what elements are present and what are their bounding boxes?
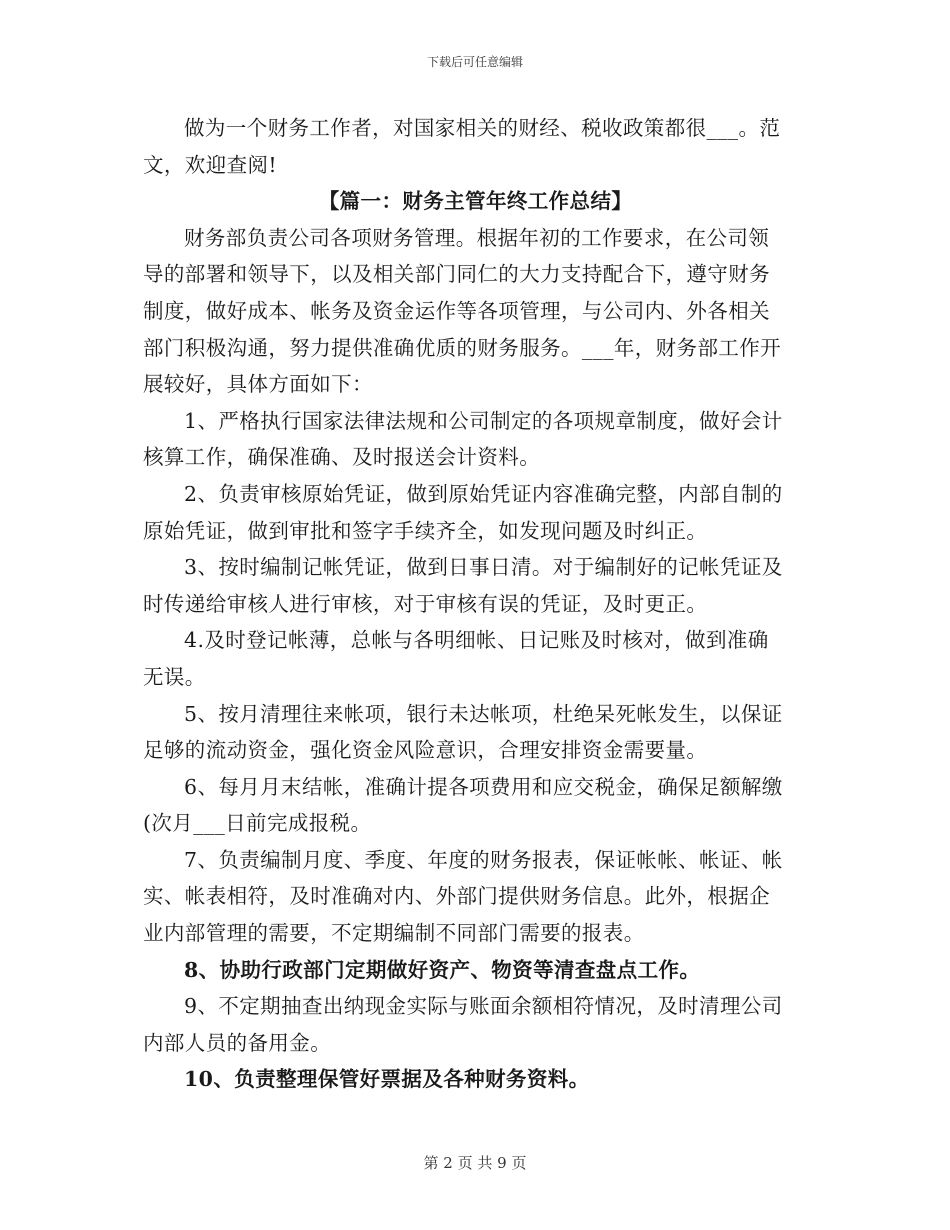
- paragraph-line: 财务部负责公司各项财务管理。根据年初的工作要求，在公司领: [184, 225, 770, 250]
- paragraph: [143, 696, 808, 769]
- paragraph: [143, 988, 808, 1061]
- paragraph-line: 1、严格执行国家法律法规和公司制定的各项规章制度，做好会计: [184, 408, 783, 433]
- paragraph-line: 展较好，具体方面如下：: [143, 372, 373, 397]
- paragraph-line: 实、帐表相符，及时准确对内、外部门提供财务信息。此外，根据企: [143, 884, 770, 909]
- paragraph-line: 8、协助行政部门定期做好资产、物资等清查盘点工作。: [184, 957, 701, 982]
- paragraph: [143, 842, 808, 952]
- paragraph-line: 业内部管理的需要，不定期编制不同部门需要的报表。: [143, 921, 645, 946]
- paragraph-line: 部门积极沟通，努力提供准确优质的财务服务。___年，财务部工作开: [143, 335, 782, 360]
- paragraph-line: 导的部署和领导下，以及相关部门同仁的大力支持配合下，遵守财务: [143, 262, 770, 287]
- paragraph: [143, 622, 808, 695]
- paragraph: [143, 769, 808, 842]
- paragraph: [143, 403, 808, 476]
- paragraph-line: 原始凭证，做到审批和签字手续齐全，如发现问题及时纠正。: [143, 518, 708, 543]
- paragraph: [143, 952, 808, 989]
- paragraph-line: 4.及时登记帐薄，总帐与各明细帐、日记账及时核对，做到准确: [184, 628, 769, 653]
- paragraph-line: 7、负责编制月度、季度、年度的财务报表，保证帐帐、帐证、帐: [184, 847, 783, 872]
- section-title: 【篇一：财务主管年终工作总结】: [318, 189, 633, 214]
- paragraph-line: 6、每月月末结帐，准确计提各项费用和应交税金，确保足额解缴: [184, 774, 783, 799]
- paragraph-line: 10、负责整理保管好票据及各种财务资料。: [184, 1067, 590, 1092]
- document-body: [143, 110, 808, 1098]
- paragraph-line: 时传递给审核人进行审核，对于审核有误的凭证，及时更正。: [143, 591, 708, 616]
- paragraph-line: (次月___日前完成报税。: [143, 811, 372, 836]
- paragraph: [143, 1061, 808, 1098]
- paragraph-line: 3、按时编制记帐凭证，做到日事日清。对于编制好的记帐凭证及: [184, 555, 783, 580]
- intro-line: 做为一个财务工作者，对国家相关的财经、税收政策都很___。范: [184, 116, 781, 140]
- paragraph-line: 9、不定期抽查出纳现金实际与账面余额相符情况，及时清理公司: [184, 994, 783, 1019]
- paragraph-line: 内部人员的备用金。: [143, 1030, 332, 1055]
- intro-paragraph: [143, 110, 808, 183]
- paragraph: [143, 220, 808, 403]
- page-header: 下载后可任意编辑: [426, 55, 523, 69]
- paragraph-line: 足够的流动资金，强化资金风险意识，合理安排资金需要量。: [143, 738, 708, 763]
- paragraph-line: 无误。: [143, 664, 206, 689]
- intro-line: 文，欢迎查阅!: [143, 152, 278, 177]
- paragraph-line: 2、负责审核原始凭证，做到原始凭证内容准确完整，内部自制的: [184, 481, 783, 506]
- paragraph-line: 5、按月清理往来帐项，银行未达帐项，杜绝呆死帐发生，以保证: [184, 701, 783, 726]
- paragraph-line: 核算工作，确保准确、及时报送会计资料。: [143, 445, 541, 470]
- paragraph: [143, 476, 808, 549]
- page-footer: 第 2 页 共 9 页: [423, 1154, 527, 1172]
- paragraph-list: [143, 220, 808, 1098]
- paragraph-line: 制度，做好成本、帐务及资金运作等各项管理，与公司内、外各相关: [143, 298, 770, 323]
- paragraph: [143, 549, 808, 622]
